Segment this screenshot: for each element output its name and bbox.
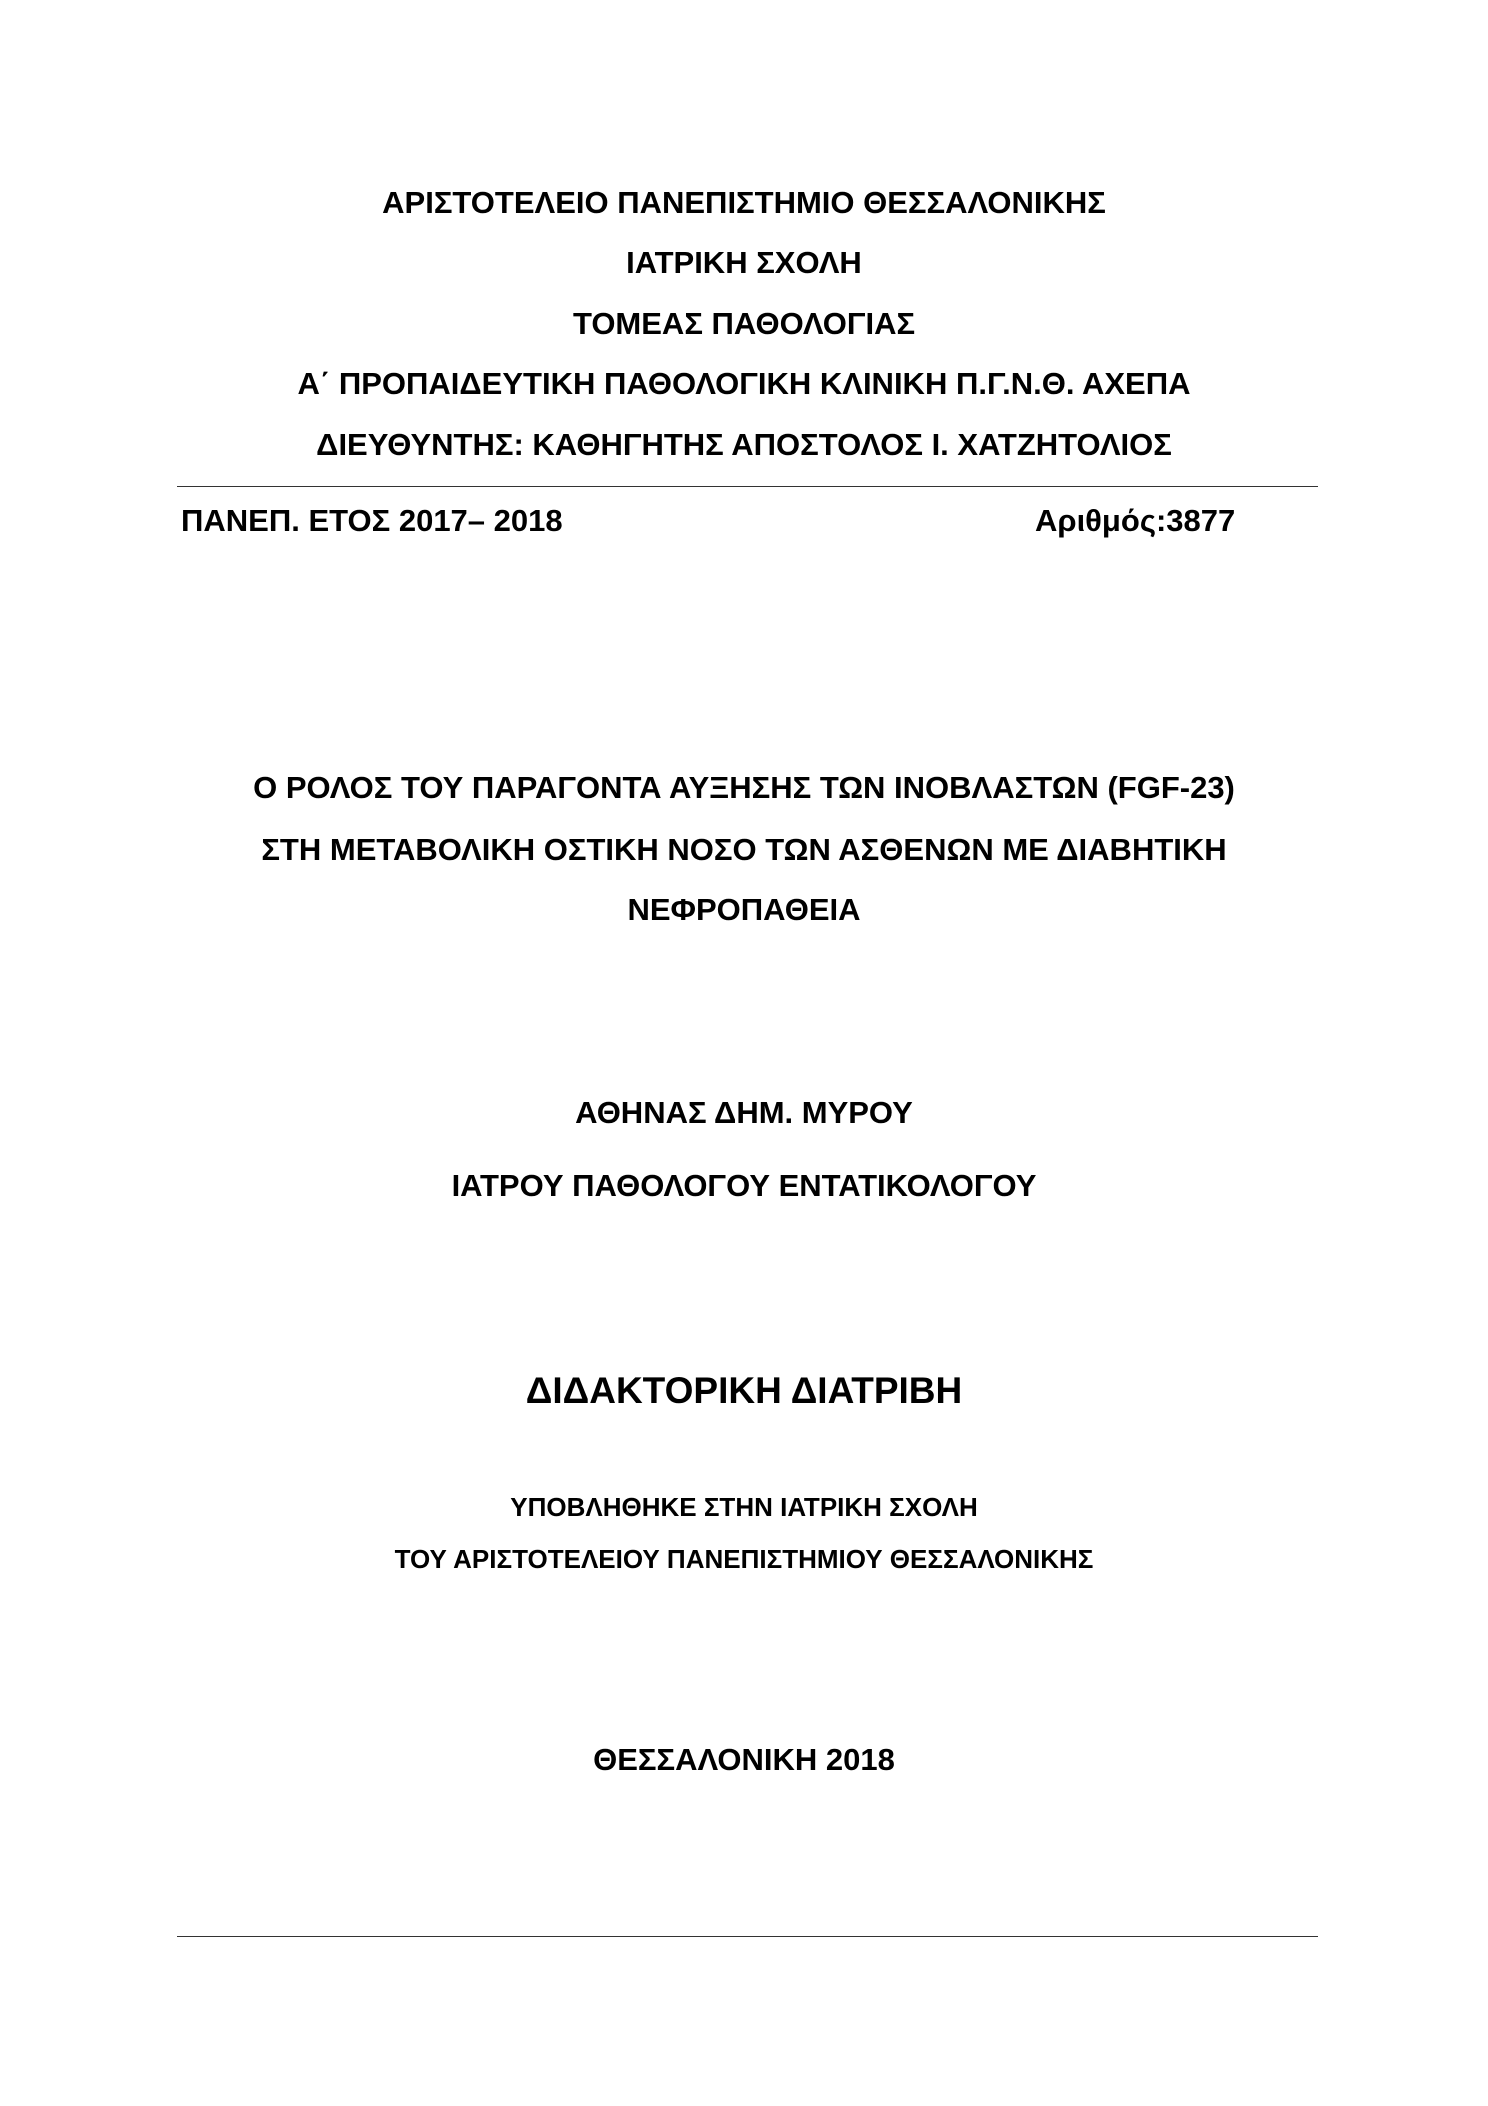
submission-line-1: ΥΠΟΒΛΗΘΗΚΕ ΣΤΗΝ ΙΑΤΡΙΚΗ ΣΧΟΛΗ [510, 1492, 978, 1522]
academic-year: ΠΑΝΕΠ. ΕΤΟΣ 2017– 2018 [181, 503, 563, 538]
thesis-type: ΔΙΔΑΚΤΟΡΙΚΗ ΔΙΑΤΡΙΒΗ [525, 1370, 963, 1411]
header-divider [177, 486, 1318, 487]
director-line: ΔΙΕΥΘΥΝΤΗΣ: ΚΑΘΗΓΗΤΗΣ ΑΠΟΣΤΟΛΟΣ Ι. ΧΑΤΖΗΤΟΛΙΟΣ [316, 427, 1172, 462]
place-year: ΘΕΣΣΑΛΟΝΙΚΗ 2018 [593, 1742, 895, 1777]
author-role: ΙΑΤΡΟΥ ΠΑΘΟΛΟΓΟΥ ΕΝΤΑΤΙΚΟΛΟΓΟΥ [451, 1168, 1037, 1203]
document-number: Αριθμός:3877 [1035, 503, 1236, 538]
submission-line-2: ΤΟΥ ΑΡΙΣΤΟΤΕΛΕΙΟΥ ΠΑΝΕΠΙΣΤΗΜΙΟΥ ΘΕΣΣΑΛΟΝΙΚΗΣ [394, 1544, 1094, 1574]
thesis-title-line-1: Ο ΡΟΛΟΣ ΤΟΥ ΠΑΡΑΓΟΝΤΑ ΑΥΞΗΣΗΣ ΤΩΝ ΙΝΟΒΛΑΣΤΩΝ (FGF-23) [253, 770, 1235, 805]
thesis-title-line-3: ΝΕΦΡΟΠΑΘΕΙΑ [627, 892, 861, 927]
department-name: ΤΟΜΕΑΣ ΠΑΘΟΛΟΓΙΑΣ [572, 306, 916, 341]
author-name: ΑΘΗΝΑΣ ΔΗΜ. ΜΥΡΟΥ [575, 1095, 913, 1130]
school-name: ΙΑΤΡΙΚΗ ΣΧΟΛΗ [626, 245, 862, 280]
thesis-title-line-2: ΣΤΗ ΜΕΤΑΒΟΛΙΚΗ ΟΣΤΙΚΗ ΝΟΣΟ ΤΩΝ ΑΣΘΕΝΩΝ ΜΕ ΔΙΑΒΗΤΙΚΗ [261, 832, 1227, 867]
clinic-name: Α΄ ΠΡΟΠΑΙΔΕΥΤΙΚΗ ΠΑΘΟΛΟΓΙΚΗ ΚΛΙΝΙΚΗ Π.Γ.Ν.Θ. ΑΧΕΠΑ [297, 366, 1191, 401]
footer-divider [177, 1936, 1318, 1937]
university-name: ΑΡΙΣΤΟΤΕΛΕΙΟ ΠΑΝΕΠΙΣΤΗΜΙΟ ΘΕΣΣΑΛΟΝΙΚΗΣ [382, 185, 1106, 220]
